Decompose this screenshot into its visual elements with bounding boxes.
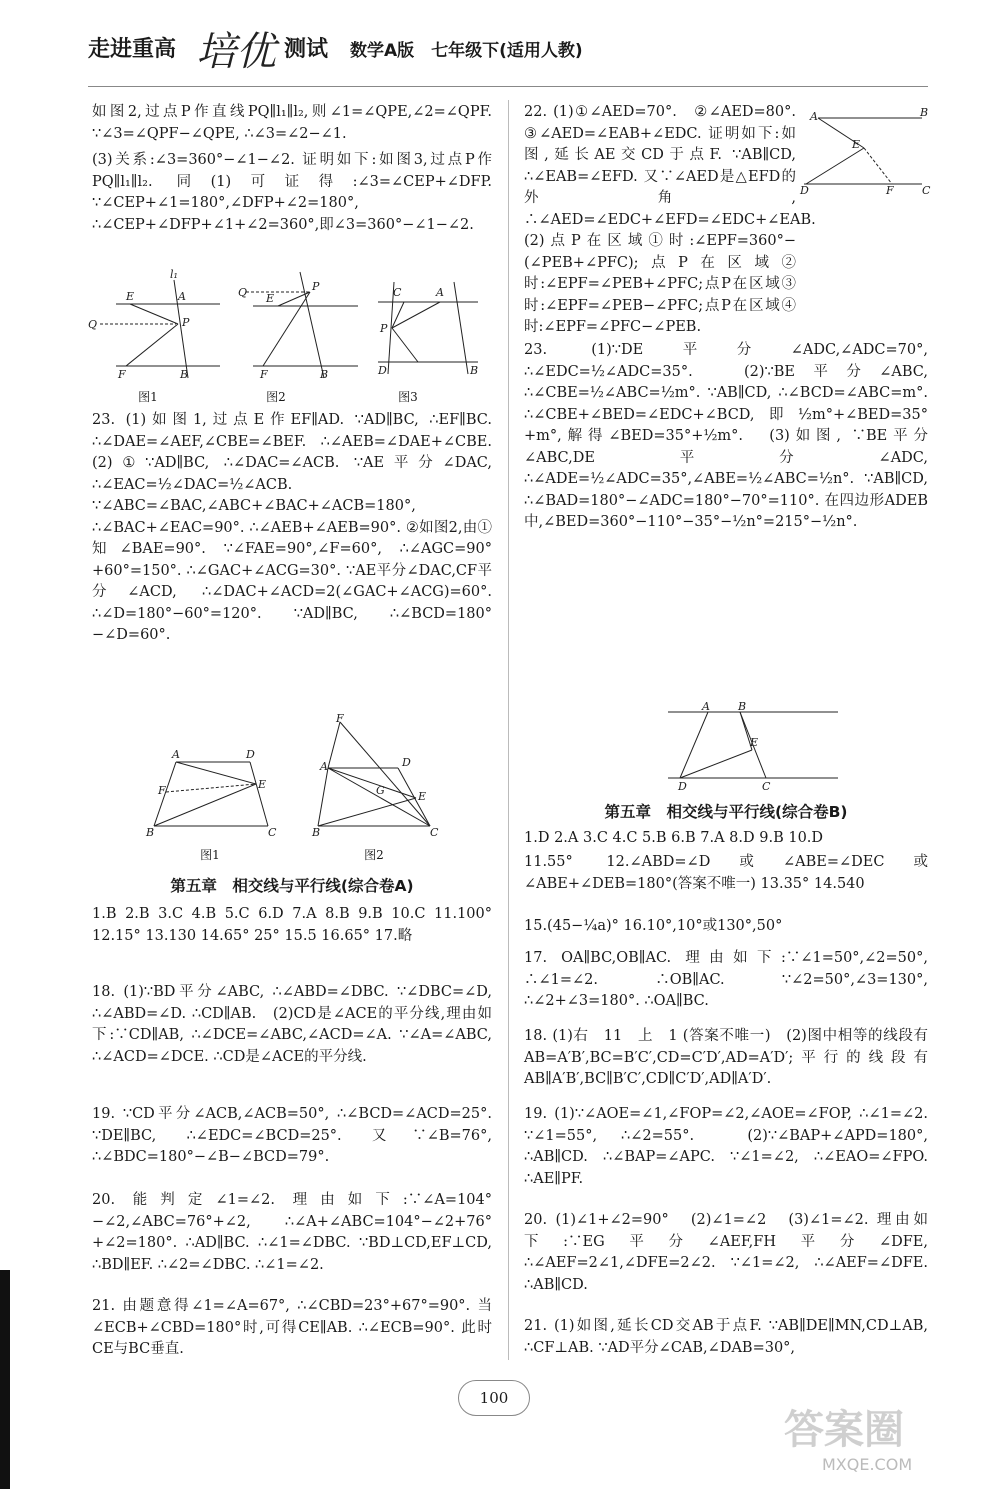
figure-2 <box>238 272 358 381</box>
svg-text:D: D <box>402 756 411 769</box>
page-number: 100 <box>458 1380 530 1416</box>
svg-text:C: C <box>430 826 439 839</box>
svg-text:A: A <box>436 286 444 299</box>
figure-3 <box>377 282 478 377</box>
svg-text:A: A <box>172 748 180 761</box>
q22-figure <box>796 108 934 196</box>
svg-text:E: E <box>418 790 427 803</box>
right-q17: 17. OA∥BC,OB∥AC. 理由如下:∵∠1=50°,∠2=50°, ∴∠1=∠2. ∴OB∥AC. ∵∠2=50°,∠3=130°, ∴∠2+∠3=180°. ∴OA∥BC. <box>524 950 928 1009</box>
svg-text:A: A <box>178 290 186 303</box>
answers-a: 1.B 2.B 3.C 4.B 5.C 6.D 7.A 8.B 9.B 10.C 11.100° 12.15° 13.130 14.65° 25° 15.5 16.65° 17.略 <box>92 906 492 944</box>
right-q22-a <box>524 102 816 339</box>
svg-text:G: G <box>376 784 385 797</box>
q23-caption-1: 图1 <box>200 848 220 862</box>
right-q23-figure <box>668 700 838 796</box>
q23-caption-2: 图2 <box>364 848 384 862</box>
svg-text:P: P <box>182 316 190 329</box>
right-q19: 19. (1)∵∠AOE=∠1,∠FOP=∠2,∠AOE=∠FOP, ∴∠1=∠2. ∵∠1=55°, ∴∠2=55°. (2)∵∠BAP+∠APD=180°, ∴AB∥CD. ∴∠BAP=∠APC. ∵∠1=∠2, ∴∠EAO=∠FPO. ∴AE∥PF. <box>524 1106 928 1187</box>
svg-text:B: B <box>146 826 155 839</box>
svg-text:Q: Q <box>88 318 98 331</box>
svg-text:E: E <box>750 736 759 749</box>
svg-text:P: P <box>380 322 388 335</box>
fig-caption-1: 图1 <box>138 390 158 404</box>
left-para-1: 如图2,过点P作直线PQ∥l₁∥l₂,则∠1=∠QPE,∠2=∠QPF. ∵∠3=∠QPF−∠QPE, ∴∠3=∠2−∠1. <box>92 104 492 142</box>
svg-text:E: E <box>266 292 275 305</box>
right-q20: 20. (1)∠1+∠2=90° (2)∠1=∠2 (3)∠1=∠2. 理由如下:∵EG平分∠AEF,FH平分∠DFE, ∴∠AEF=2∠1,∠DFE=2∠2. ∵∠1=∠2, ∴∠AEF=∠DFE. ∴AB∥CD. <box>524 1212 928 1293</box>
svg-text:C: C <box>393 286 402 299</box>
svg-text:C: C <box>922 184 931 196</box>
svg-text:B: B <box>312 826 321 839</box>
left-q18: 18. (1)∵BD平分∠ABC, ∴∠ABD=∠DBC. ∵∠DBC=∠D, ∴∠ABD=∠D. ∴CD∥AB. (2)CD是∠ACE的平分线,理由如下:∵CD∥AB, ∴∠DCE=∠ABC,∠ACD=∠A. ∵∠A=∠ABC, ∴∠ACD=∠DCE. ∴CD是∠ACE的平分线. <box>92 984 492 1065</box>
q23-figures <box>140 712 450 842</box>
q23-figure-1 <box>145 748 277 839</box>
answers-b-1: 1.D 2.A 3.C 4.C 5.B 6.B 7.A 8.D 9.B 10.D <box>524 830 824 846</box>
svg-text:D: D <box>678 780 687 793</box>
svg-text:D: D <box>800 184 809 196</box>
svg-text:A: A <box>702 700 710 713</box>
svg-text:E: E <box>852 138 861 151</box>
fig-caption-3: 图3 <box>398 390 418 404</box>
svg-text:B: B <box>180 368 189 381</box>
figure-1 <box>88 268 220 381</box>
right-q23: 23. (1)∵DE平分∠ADC,∠ADC=70°, ∴∠EDC=½∠ADC=35°. (2)∵BE平分∠ABC, ∴∠CBE=½∠ABC=½m°. ∵AB∥CD, ∴∠BCD=∠ABC=m°. ∴∠CBE+∠BED=∠EDC+∠BCD,即½m°+∠BED=35°+m°,解得∠BED=35°+½m°. (3)如图, ∵BE平分∠ABC,DE平分∠ADC, ∴∠ADE=½∠ADC=35°,∠ABE=½∠ABC=½n°. ∵AB∥CD, ∴∠BAD=180°−∠ADC=180°−70°=110°. 在四边形ADEB中,∠BED=360°−110°−35°−½n°=215°−½n°. <box>524 342 928 530</box>
svg-text:F: F <box>260 368 268 381</box>
calligraphy-logo: 培优 <box>196 29 276 75</box>
svg-text:B: B <box>470 364 479 377</box>
left-q20: 20. 能判定∠1=∠2. 理由如下:∵∠A=104°−∠2,∠ABC=76°+∠2, ∴∠A+∠ABC=104°−∠2+76°+∠2=180°. ∴AD∥BC. ∴∠1=∠DBC. ∵BD⊥CD,EF⊥CD, ∴BD∥EF. ∴∠2=∠DBC. ∴∠1=∠2. <box>92 1192 492 1273</box>
svg-text:P: P <box>312 280 320 293</box>
svg-text:F: F <box>118 368 126 381</box>
svg-text:A: A <box>810 110 818 123</box>
section-title-b: 第五章 相交线与平行线(综合卷B) <box>604 803 848 821</box>
svg-text:C: C <box>268 826 277 839</box>
left-q19: 19. ∵CD平分∠ACB,∠ACB=50°, ∴∠BCD=∠ACD=25°. ∵DE∥BC, ∴∠EDC=∠BCD=25°. 又∵∠B=76°, ∴∠BDC=180°−∠B−∠BCD=79°. <box>92 1106 492 1165</box>
svg-text:E: E <box>258 778 267 791</box>
series-title: 走进重高 <box>88 37 177 62</box>
q23-figure-2 <box>311 712 439 839</box>
svg-text:Q: Q <box>238 286 248 299</box>
svg-text:F: F <box>336 712 344 725</box>
left-q23: 23. (1)如图1,过点E作EF∥AD. ∵AD∥BC, ∴EF∥BC. ∴∠DAE=∠AEF,∠CBE=∠BEF. ∴∠AEB=∠DAE+∠CBE. (2)①∵AD∥BC, ∴∠DAC=∠ACB. ∵AE平分∠DAC, ∴∠EAC=½∠DAC=½∠ACB. ∵∠ABC=∠BAC,∠ABC+∠BAC+∠ACB=180°, ∴∠BAC+∠EAC=90°. ∴∠AEB+∠AEB=90°. ②如图2,由①知∠BAE=90°. ∵∠FAE=90°,∠F=60°, ∴∠AGC=90°+60°=150°. ∴∠GAC+∠ACG=30°. ∵AE平分∠DAC,CF平分∠ACD, ∴∠DAC+∠ACD=2(∠GAC+∠ACG)=60°. ∴∠D=180°−60°=120°. ∵AD∥BC, ∴∠BCD=180°−∠D=60°. <box>92 412 507 643</box>
left-q21: 21. 由题意得∠1=∠A=67°, ∴∠CBD=23°+67°=90°. 当∠ECB+∠CBD=180°时,可得CE∥AB. ∴∠ECB=90°. 此时CE与BC垂直. <box>92 1298 492 1357</box>
svg-text:F: F <box>158 784 166 797</box>
header-rule <box>88 86 928 87</box>
svg-text:A: A <box>320 760 328 773</box>
svg-text:B: B <box>920 108 929 119</box>
answers-b-2: 11.55° 12.∠ABD=∠D或∠ABE=∠DEC或∠ABE+∠DEB=180°(答案不唯一) 13.35° 14.540 <box>524 854 928 892</box>
svg-text:F: F <box>886 184 894 196</box>
right-q22: 22. (1)①∠AED=70°. ②∠AED=80°. ③∠AED=∠EAB+∠EDC. 证明如下:如图,延长AE交CD于点F. ∵AB∥CD, ∴∠EAB=∠EFD. 又∵∠AED是△EFD的外角, ∴∠AED=∠EDC+∠EFD=∠EDC+∠EAB. (2)点P在区域①时:∠EPF=360°−(∠PEB+∠PFC);点P在区域②时:∠EPF=∠PEB+∠PFC;点P在区域③时:∠EPF=∠PEB−∠PFC;点P在区域④时:∠EPF=∠PFC−∠PEB. <box>524 104 816 335</box>
page-header <box>88 28 628 78</box>
column-divider <box>508 100 509 1360</box>
book-subtitle: 数学A版 七年级下(适用人教) <box>350 41 583 61</box>
svg-text:B: B <box>738 700 747 713</box>
answers-b-3: 15.(45−¼a)° 16.10°,10°或130°,50° <box>524 918 783 934</box>
section-title-a: 第五章 相交线与平行线(综合卷A) <box>170 877 414 895</box>
test-title: 测试 <box>284 37 329 62</box>
fig-caption-2: 图2 <box>266 390 286 404</box>
svg-text:C: C <box>762 780 771 793</box>
svg-text:D: D <box>246 748 255 761</box>
svg-text:l₁: l₁ <box>170 268 178 281</box>
watermark-url: MXQE.COM <box>822 1455 913 1474</box>
right-q18: 18. (1)右 11 上 1 (答案不唯一) (2)图中相等的线段有AB=A′B′,BC=B′C′,CD=C′D′,AD=A′D′;平行的线段有AB∥A′B′,BC∥B′C′,CD∥C′D′,AD∥A′D′. <box>524 1028 928 1087</box>
left-para-2: (3)关系:∠3=360°−∠1−∠2. 证明如下:如图3,过点P作PQ∥l₁∥l₂. 同(1)可证得:∠3=∠CEP+∠DFP. ∵∠CEP+∠1=180°,∠DFP+∠2=180°, ∴∠CEP+∠DFP+∠1+∠2=360°,即∠3=360°−∠1−∠2. <box>92 152 492 233</box>
left-figures-1-3 <box>88 266 498 406</box>
svg-text:E: E <box>126 290 135 303</box>
svg-text:D: D <box>378 364 387 377</box>
svg-text:B: B <box>320 368 329 381</box>
right-q21: 21. (1)如图,延长CD交AB于点F. ∵AB∥DE∥MN,CD⊥AB, ∴CF⊥AB. ∵AD平分∠CAB,∠DAB=30°, <box>524 1318 928 1356</box>
watermark-logo: 答案圈 <box>784 1407 904 1453</box>
left-edge-bar <box>0 1270 10 1489</box>
